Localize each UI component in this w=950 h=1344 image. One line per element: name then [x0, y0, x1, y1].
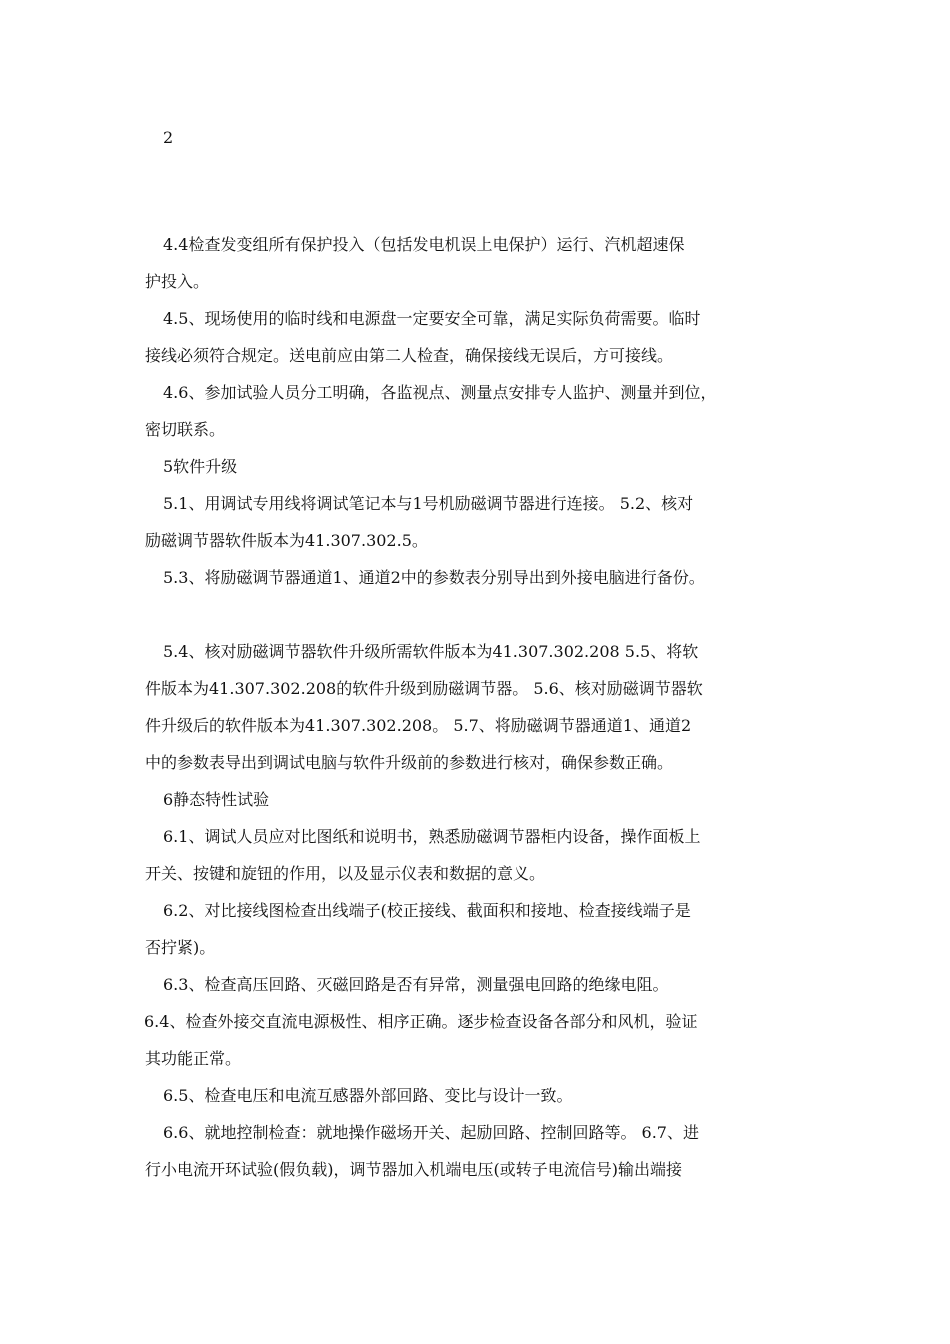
text-line: 其功能正常。 [145, 1049, 242, 1068]
text-line: 6.1、调试人员应对比图纸和说明书，熟悉励磁调节器柜内设备，操作面板上 [163, 827, 701, 846]
text-line: 5.3、将励磁调节器通道1、通道2中的参数表分别导出到外接电脑进行备份。 [163, 568, 705, 587]
text-line: 6.6、就地控制检查：就地操作磁场开关、起励回路、控制回路等。 6.7、进 [163, 1123, 699, 1142]
text-line: 5.1、用调试专用线将调试笔记本与1号机励磁调节器进行连接。 5.2、核对 [163, 494, 694, 513]
text-line: 件版本为41.307.302.208的软件升级到励磁调节器。 5.6、核对励磁调节器软 [145, 679, 703, 698]
paragraph-gap [145, 596, 810, 633]
text-line: 接线必须符合规定。送电前应由第二人检查，确保接线无误后，方可接线。 [145, 346, 674, 365]
text-line: 4.5、现场使用的临时线和电源盘一定要安全可靠，满足实际负荷需要。临时 [163, 309, 701, 328]
text-line: 否拧紧)。 [145, 938, 216, 957]
text-line: 开关、按键和旋钮的作用，以及显示仪表和数据的意义。 [145, 864, 546, 883]
text-line: 5.4、核对励磁调节器软件升级所需软件版本为41.307.302.208 5.5、将软 [163, 642, 699, 661]
text-line: 6.5、检查电压和电流互感器外部回路、变比与设计一致。 [163, 1086, 573, 1105]
section-heading: 6静态特性试验 [163, 790, 270, 809]
text-line: 4.6、参加试验人员分工明确，各监视点、测量点安排专人监护、测量并到位， [163, 383, 717, 402]
text-line: 4.4检查发变组所有保护投入（包括发电机误上电保护）运行、汽机超速保 [163, 235, 685, 254]
text-line: 护投入。 [145, 272, 210, 291]
document-body [145, 226, 810, 1188]
text-line: 6.4、检查外接交直流电源极性、相序正确。逐步检查设备各部分和风机，验证 [144, 1012, 698, 1031]
text-line: 密切联系。 [145, 420, 226, 439]
text-line: 6.3、检查高压回路、灭磁回路是否有异常，测量强电回路的绝缘电阻。 [163, 975, 669, 994]
text-line: 行小电流开环试验(假负载)，调节器加入机端电压(或转子电流信号)输出端接 [145, 1160, 682, 1179]
text-line: 件升级后的软件版本为41.307.302.208。 5.7、将励磁调节器通道1、通道2 [145, 716, 692, 735]
text-line: 6.2、对比接线图检查出线端子(校正接线、截面积和接地、检查接线端子是 [163, 901, 691, 920]
page-number: 2 [163, 128, 174, 147]
text-line: 励磁调节器软件版本为41.307.302.5。 [145, 531, 428, 550]
section-heading: 5软件升级 [163, 457, 238, 476]
text-line: 中的参数表导出到调试电脑与软件升级前的参数进行核对，确保参数正确。 [145, 753, 674, 772]
